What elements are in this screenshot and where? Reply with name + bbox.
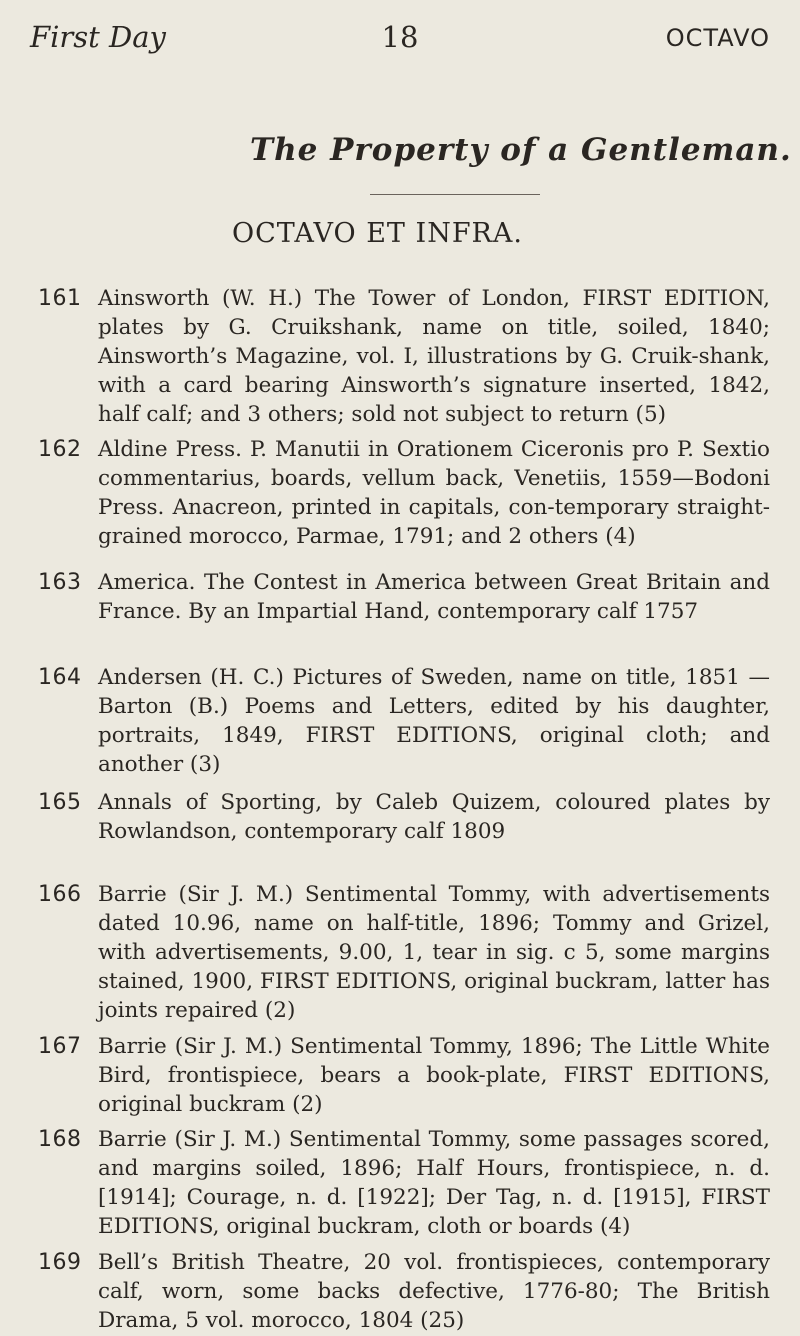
header-format: OCTAVO <box>665 24 770 52</box>
section-title: OCTAVO ET INFRA. <box>232 218 523 249</box>
lot-description: Barrie (Sir J. M.) Sentimental Tommy, some passages scored, and margins soiled, 1896; Half Hours, frontispiece, n. d. [1914]; Courage, n. d. [1922]; Der Tag, n. d. [1915], FIRST EDITIONS, original buckram, cloth or boards (4) <box>98 1127 770 1239</box>
lot-number: 165 <box>38 790 82 815</box>
lot-description: Andersen (H. C.) Pictures of Sweden, name on title, 1851 —Barton (B.) Poems and Letters, edited by his daughter, portraits, 1849, FIRST EDITIONS, original cloth; and another (3) <box>98 665 770 777</box>
lot-description: Annals of Sporting, by Caleb Quizem, coloured plates by Rowlandson, contemporary calf 1809 <box>98 790 770 844</box>
page-number: 18 <box>381 20 419 54</box>
lot-number: 162 <box>38 437 82 462</box>
lot-number: 167 <box>38 1034 82 1059</box>
lot-description: Ainsworth (W. H.) The Tower of London, FIRST EDITION, plates by G. Cruikshank, name on title, soiled, 1840; Ainsworth’s Magazine, vol. I, illustrations by G. Cruik-shank, with a card bearing Ainsworth’s signature inserted, 1842, half calf; and 3 others; sold not subject to return (5) <box>98 286 770 427</box>
lot-number: 164 <box>38 665 82 690</box>
lot-number: 163 <box>38 570 82 595</box>
header-day: First Day <box>30 20 166 54</box>
running-header <box>30 20 770 60</box>
lot-description: Aldine Press. P. Manutii in Orationem Ciceronis pro P. Sextio commentarius, boards, vellum back, Venetiis, 1559—Bodoni Press. Anacreon, printed in capitals, con-temporary straight-grained morocco, Parmae, 1791; and 2 others (4) <box>98 437 770 549</box>
lot-description: America. The Contest in America between Great Britain and France. By an Impartial Hand, contemporary calf 1757 <box>98 570 770 624</box>
lot-description: Barrie (Sir J. M.) Sentimental Tommy, 1896; The Little White Bird, frontispiece, bears a book-plate, FIRST EDITIONS, original buckram (2) <box>98 1034 770 1117</box>
lot-description: Bell’s British Theatre, 20 vol. frontispieces, contemporary calf, worn, some backs defective, 1776-80; The British Drama, 5 vol. morocco, 1804 (25) <box>98 1250 770 1333</box>
property-banner: The Property of a Gentleman. <box>250 132 792 168</box>
lot-number: 166 <box>38 882 82 907</box>
divider-rule <box>370 194 540 195</box>
lot-number: 161 <box>38 286 82 311</box>
lot-description: Barrie (Sir J. M.) Sentimental Tommy, with advertisements dated 10.96, name on half-title, 1896; Tommy and Grizel, with advertisements, 9.00, 1, tear in sig. c 5, some margins stained, 1900, FIRST EDITIONS, original buckram, latter has joints repaired (2) <box>98 882 770 1023</box>
lot-number: 168 <box>38 1127 82 1152</box>
lot-number: 169 <box>38 1250 82 1275</box>
